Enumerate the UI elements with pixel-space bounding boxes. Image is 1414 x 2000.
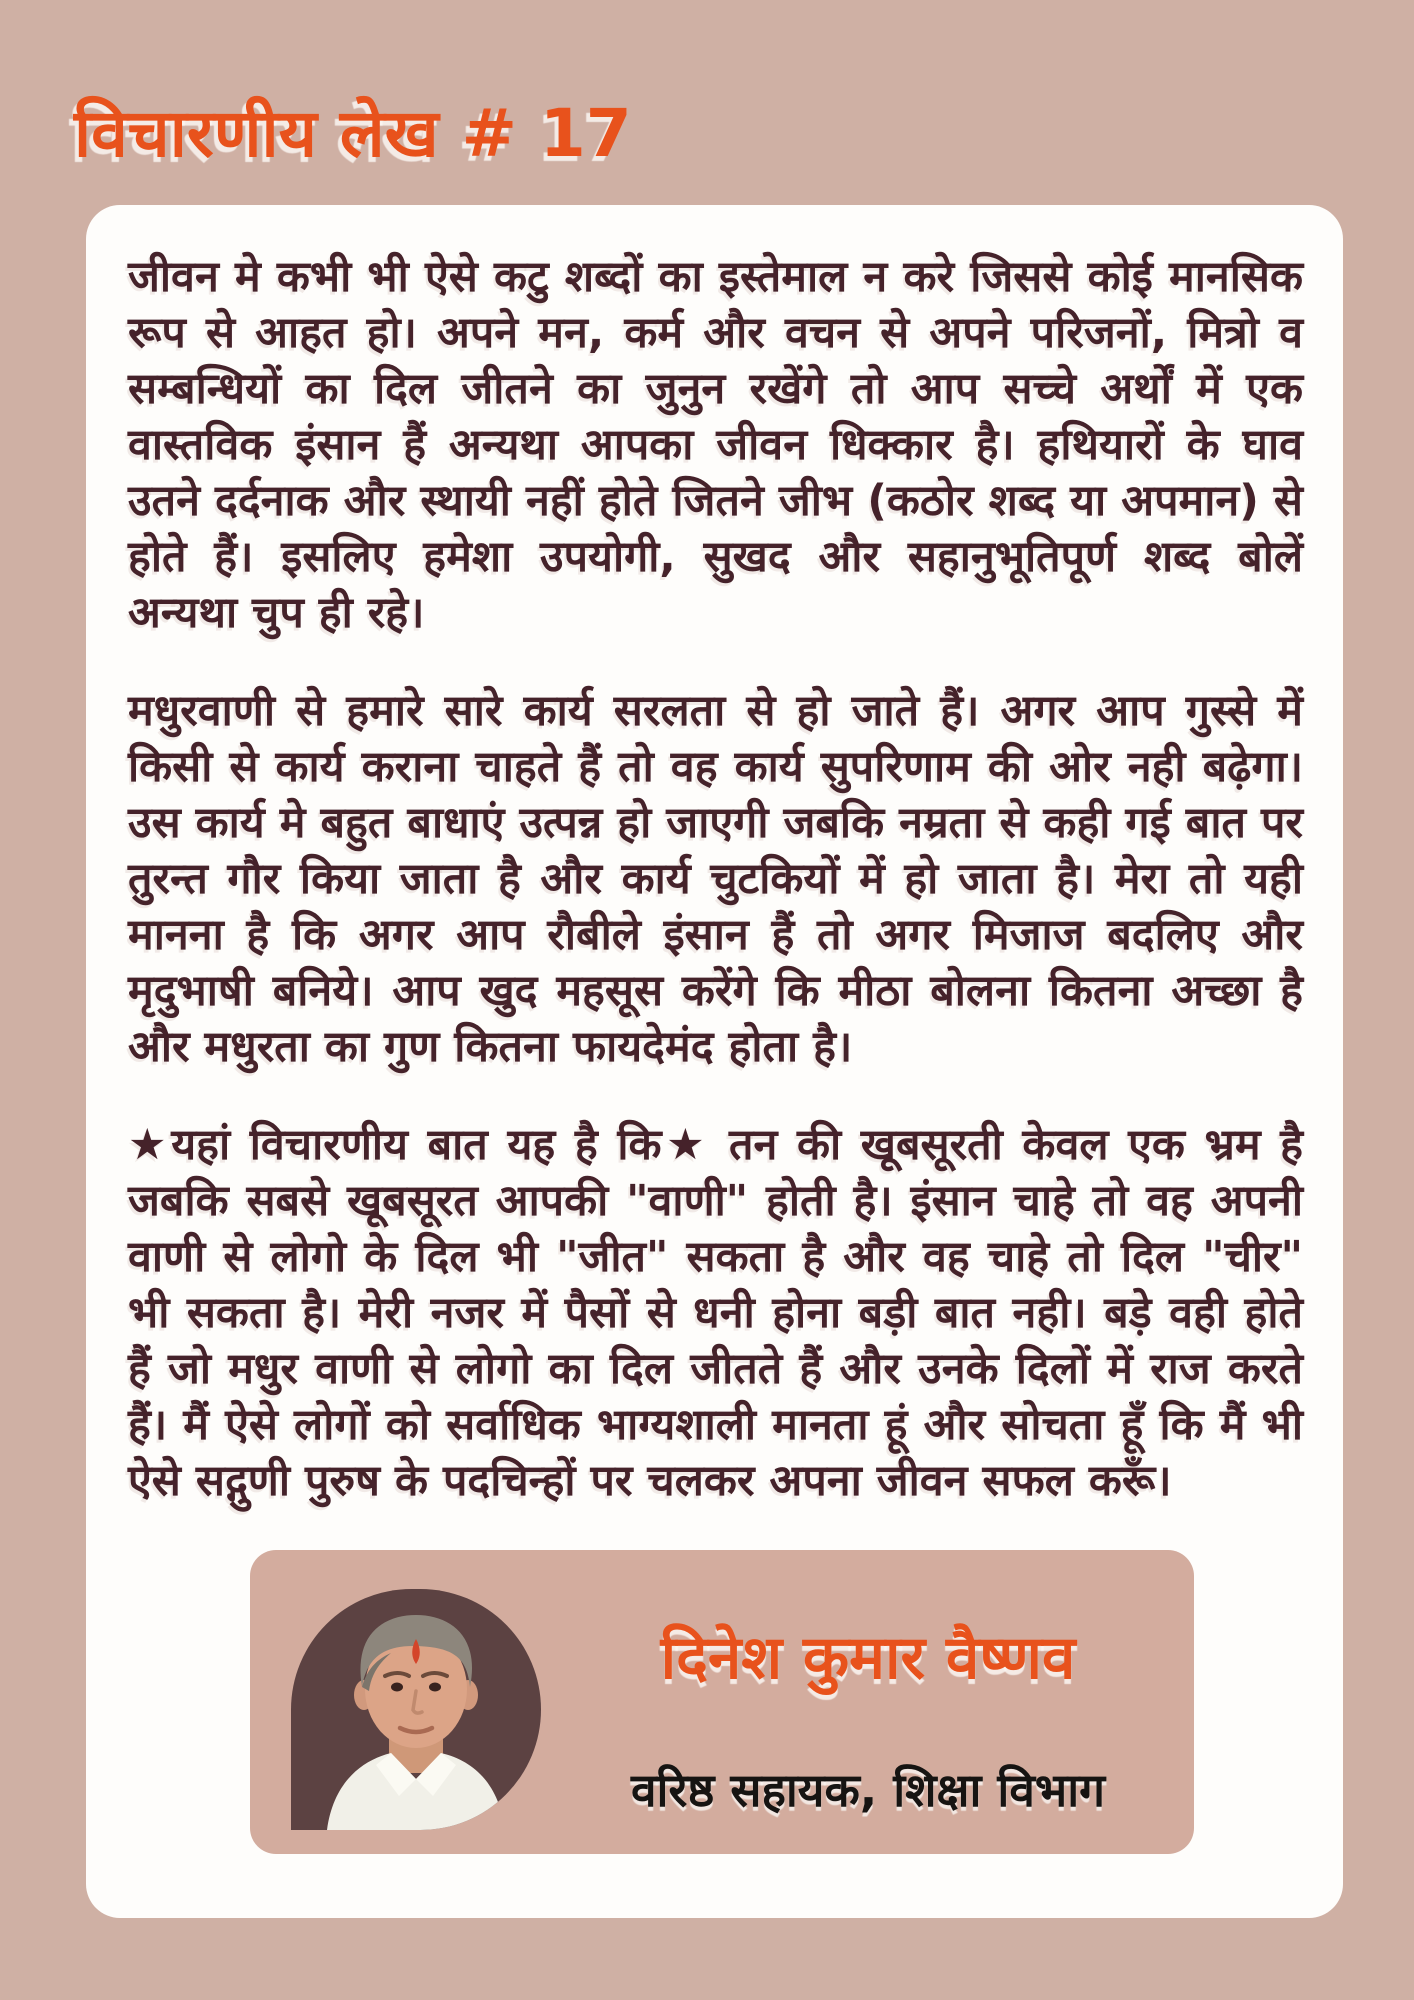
author-photo-frame [291,1589,541,1830]
article-paragraph-3: ★यहां विचारणीय बात यह है कि★ तन की खूबसूरती केवल एक भ्रम है जबकि सबसे खूबसूरत आपकी "वाणी" होती है। इंसान चाहे तो वह अपनी वाणी से लोगो के दिल भी "जीत" सकता है और वह चाहे तो दिल "चीर" भी सकता है। मेरी नजर में पैसों से धनी होना बड़ी बात नही। बड़े वही होते हैं जो मधुर वाणी से लोगो का दिल जीतते हैं और उनके दिलों में राज करते हैं। मैं ऐसे लोगों को सर्वाधिक भाग्यशाली मानता हूं और सोचता हूँ कि मैं भी ऐसे सद्गुणी पुरुष के पदचिन्हों पर चलकर अपना जीवन सफल करूँ। [128,1120,1303,1506]
article-paragraph-2: मधुरवाणी से हमारे सारे कार्य सरलता से हो जाते हैं। अगर आप गुस्से में किसी से कार्य कराना चाहते हैं तो वह कार्य सुपरिणाम की ओर नही बढ़ेगा। उस कार्य मे बहुत बाधाएं उत्पन्न हो जाएगी जबकि नम्रता से कही गई बात पर तुरन्त गौर किया जाता है और कार्य चुटकियों में हो जाता है। मेरा तो यही मानना है कि अगर आप रौबीले इंसान हैं तो अगर मिजाज बदलिए और मृदुभाषी बनिये। आप खुद महसूस करेंगे कि मीठा बोलना कितना अच्छा है और मधुरता का गुण कितना फायदेमंद होता है। [128,686,1303,1072]
author-text-block [560,1550,1176,1854]
page-title: विचारणीय लेख # 17 [74,95,632,173]
author-name: दिनेश कुमार वैष्णव [660,1623,1076,1693]
article-paragraph-1: जीवन मे कभी भी ऐसे कटु शब्दों का इस्तेमाल न करे जिससे कोई मानसिक रूप से आहत हो। अपने मन, कर्म और वचन से अपने परिजनों, मित्रो व सम्बन्धियों का दिल जीतने का जुनुन रखेंगे तो आप सच्चे अर्थों में एक वास्तविक इंसान हैं अन्यथा आपका जीवन धिक्कार है। हथियारों के घाव उतने दर्दनाक और स्थायी नहीं होते जितने जीभ (कठोर शब्द या अपमान) से होते हैं। इसलिए हमेशा उपयोगी, सुखद और सहानुभूतिपूर्ण शब्द बोलें अन्यथा चुप ही रहे। [128,252,1303,638]
author-card [250,1550,1194,1854]
author-portrait-photo [291,1589,541,1830]
article-body [128,249,1303,1551]
article-card [86,205,1343,1918]
author-designation: वरिष्ठ सहायक, शिक्षा विभाग [630,1763,1106,1817]
